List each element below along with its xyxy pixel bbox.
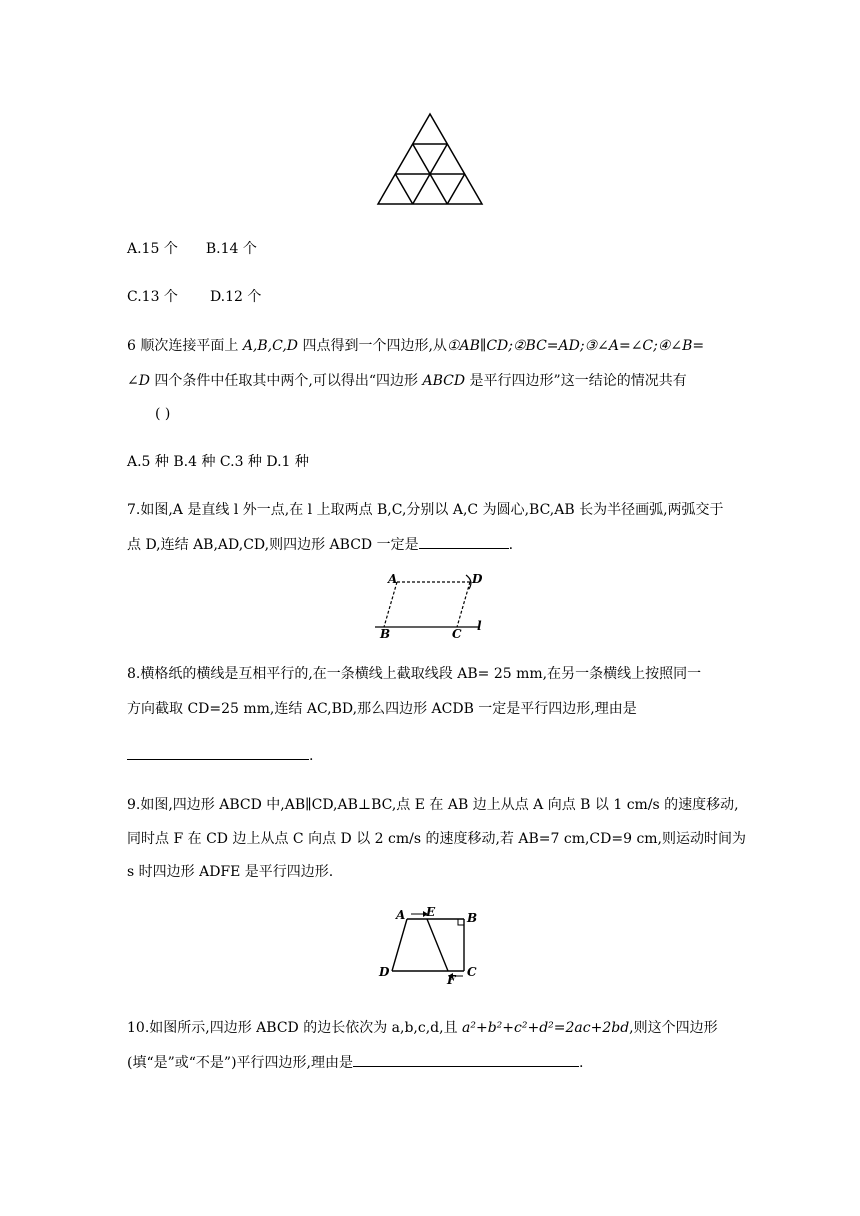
q7-text: 点 D,连结 AB,AD,CD,则四边形 ABCD 一定是 xyxy=(127,537,419,553)
q9-label-e: E xyxy=(426,905,436,919)
q8-period: . xyxy=(309,748,314,764)
q10-line2 xyxy=(127,1052,583,1073)
q7-line1: 7.如图,A 是直线 l 外一点,在 l 上取两点 B,C,分别以 A,C 为圆心,BC,AB 长为半径画弧,两弧交于 xyxy=(127,502,724,518)
q9-label-d: D xyxy=(379,965,390,979)
q8-line2: 方向截取 CD=25 mm,连结 AC,BD,那么四边形 ACDB 一定是平行四边形,理由是 xyxy=(127,701,637,717)
q6-condition-2: ②BC=AD; xyxy=(512,338,585,354)
q5-option-a: A.15 个 xyxy=(127,241,178,257)
q6-text-3: 是平行四边形”这一结论的情况共有 xyxy=(465,373,687,389)
q8-line1: 8.横格纸的横线是互相平行的,在一条横线上截取线段 AB= 25 mm,在另一条横线上按照同一 xyxy=(127,666,702,682)
q9-label-c: C xyxy=(467,965,477,979)
q5-option-d: D.12 个 xyxy=(209,289,262,305)
q10-line1 xyxy=(127,1018,718,1038)
q6-answer-paren: ( ) xyxy=(155,406,171,422)
q6-condition-3: ③∠A=∠C; xyxy=(584,338,658,354)
q9-label-f: F xyxy=(447,973,456,987)
q5-option-c: C.13 个 xyxy=(127,289,178,305)
q7-label-l: l xyxy=(477,619,482,633)
q7-label-b: B xyxy=(380,627,391,641)
q10-text-3: (填“是”或“不是”)平行四边形,理由是 xyxy=(127,1055,354,1071)
q7-period: . xyxy=(508,537,514,553)
q6-points: A,B,C,D xyxy=(242,338,298,354)
q6-condition-1: ①AB∥CD; xyxy=(446,338,513,354)
q9-label-b: B xyxy=(467,911,478,925)
q9-label-a: A xyxy=(396,908,406,922)
q8-line3 xyxy=(127,745,313,766)
q5-options-row2 xyxy=(127,287,261,307)
q7-parallelogram-figure xyxy=(370,571,490,641)
q6-text: 6 顺次连接平面上 xyxy=(127,338,243,354)
q7-label-a: A xyxy=(388,572,398,586)
q6-line1 xyxy=(127,336,704,356)
q7-label-d: D xyxy=(472,572,483,586)
q6-quad: ABCD xyxy=(422,373,466,389)
q7-line2 xyxy=(127,534,513,555)
q6-angle-d: ∠D xyxy=(127,373,150,389)
q9-line3: s 时四边形 ADFE 是平行四边形. xyxy=(127,864,334,880)
q10-period: . xyxy=(579,1055,584,1071)
q9-line2: 同时点 F 在 CD 边上从点 C 向点 D 以 2 cm/s 的速度移动,若 AB=7 cm,CD=9 cm,则运动时间为 xyxy=(127,831,747,847)
q5-options-row1 xyxy=(127,239,257,259)
q10-answer-blank[interactable] xyxy=(353,1052,579,1067)
q10-text: 10.如图所示,四边形 ABCD 的边长依次为 a,b,c,d,且 xyxy=(127,1020,463,1036)
q5-option-b: B.14 个 xyxy=(205,241,257,257)
q7-answer-blank[interactable] xyxy=(419,534,509,549)
q10-equation: a²+b²+c²+d²=2ac+2bd xyxy=(462,1020,630,1036)
q7-label-c: C xyxy=(452,627,462,641)
triangle-grid-figure xyxy=(375,112,485,208)
q10-text-2: ,则这个四边形 xyxy=(629,1020,718,1036)
q6-condition-4: ④∠B= xyxy=(657,338,705,354)
q8-answer-blank[interactable] xyxy=(127,745,309,760)
q9-line1: 9.如图,四边形 ABCD 中,AB∥CD,AB⊥BC,点 E 在 AB 边上从点 A 向点 B 以 1 cm/s 的速度移动, xyxy=(127,797,739,813)
q6-options: A.5 种 B.4 种 C.3 种 D.1 种 xyxy=(127,454,309,470)
q6-text-2: 四个条件中任取其中两个,可以得出“四边形 xyxy=(149,373,423,389)
q6-text-mid: 四点得到一个四边形,从 xyxy=(298,338,447,354)
q9-trapezoid-figure xyxy=(375,905,485,987)
q6-line2 xyxy=(127,371,687,391)
